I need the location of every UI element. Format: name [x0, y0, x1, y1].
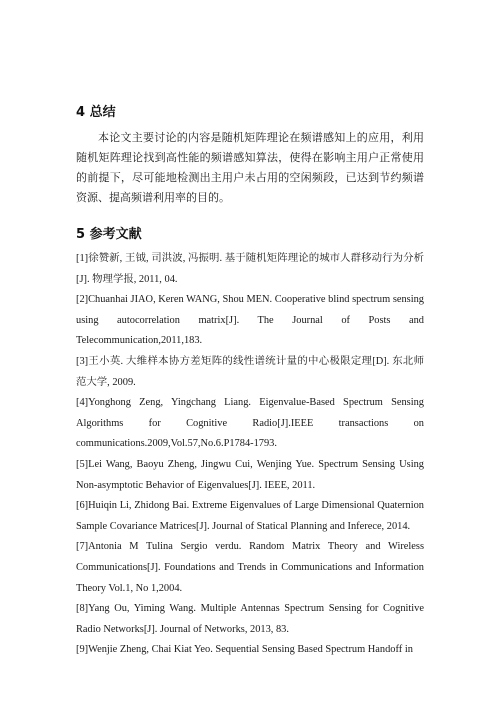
reference-item: [4]Yonghong Zeng, Yingchang Liang. Eigenvalue-Based Spectrum Sensing Algorithms for Cognitive Radio[J].IEEE transactions on communications.2009,Vol.57,No.6.P1784-1793. [76, 397, 424, 450]
reference-item: [2]Chuanhai JIAO, Keren WANG, Shou MEN. Cooperative blind spectrum sensing using autocorrelation matrix[J]. The Journal of Posts and Telecommunication,2011,183. [76, 294, 424, 347]
conclusion-heading: 4 总结 [76, 105, 116, 120]
reference-item: [5]Lei Wang, Baoyu Zheng, Jingwu Cui, Wenjing Yue. Spectrum Sensing Using Non-asymptotic Behavior of Eigenvalues[J]. IEEE, 2011. [76, 458, 424, 491]
reference-item: [3]王小英. 大维样本协方差矩阵的线性谱统计量的中心极限定理[D]. 东北师范大学, 2009. [76, 355, 424, 388]
references-list [76, 249, 424, 661]
reference-item: [8]Yang Ou, Yiming Wang. Multiple Antennas Spectrum Sensing for Cognitive Radio Networks[J]. Journal of Networks, 2013, 83. [76, 603, 424, 635]
reference-item: [6]Huiqin Li, Zhidong Bai. Extreme Eigenvalues of Large Dimensional Quaternion Sample Covariance Matrices[J]. Journal of Statical Planning and Inferece, 2014. [76, 500, 424, 532]
reference-item: [7]Antonia M Tulina Sergio verdu. Random Matrix Theory and Wireless Communications[J]. Foundations and Trends in Communications and Information Theory Vol.1, No 1,2004. [76, 541, 424, 594]
page-body [76, 104, 424, 661]
conclusion-paragraph: 本论文主要讨论的内容是随机矩阵理论在频谱感知上的应用，利用随机矩阵理论找到高性能的频谱感知算法，使得在影响主用户正常使用的前提下，尽可能地检测出主用户未占用的空闲频段，已达到节约频谱资源、提高频谱利用率的目的。 [76, 131, 424, 204]
reference-item: [1]徐赞新, 王钺, 司洪波, 冯振明. 基于随机矩阵理论的城市人群移动行为分析[J]. 物理学报, 2011, 04. [76, 253, 424, 285]
references-heading: 5 参考文献 [76, 227, 142, 242]
reference-item: [9]Wenjie Zheng, Chai Kiat Yeo. Sequential Sensing Based Spectrum Handoff in [76, 644, 413, 656]
